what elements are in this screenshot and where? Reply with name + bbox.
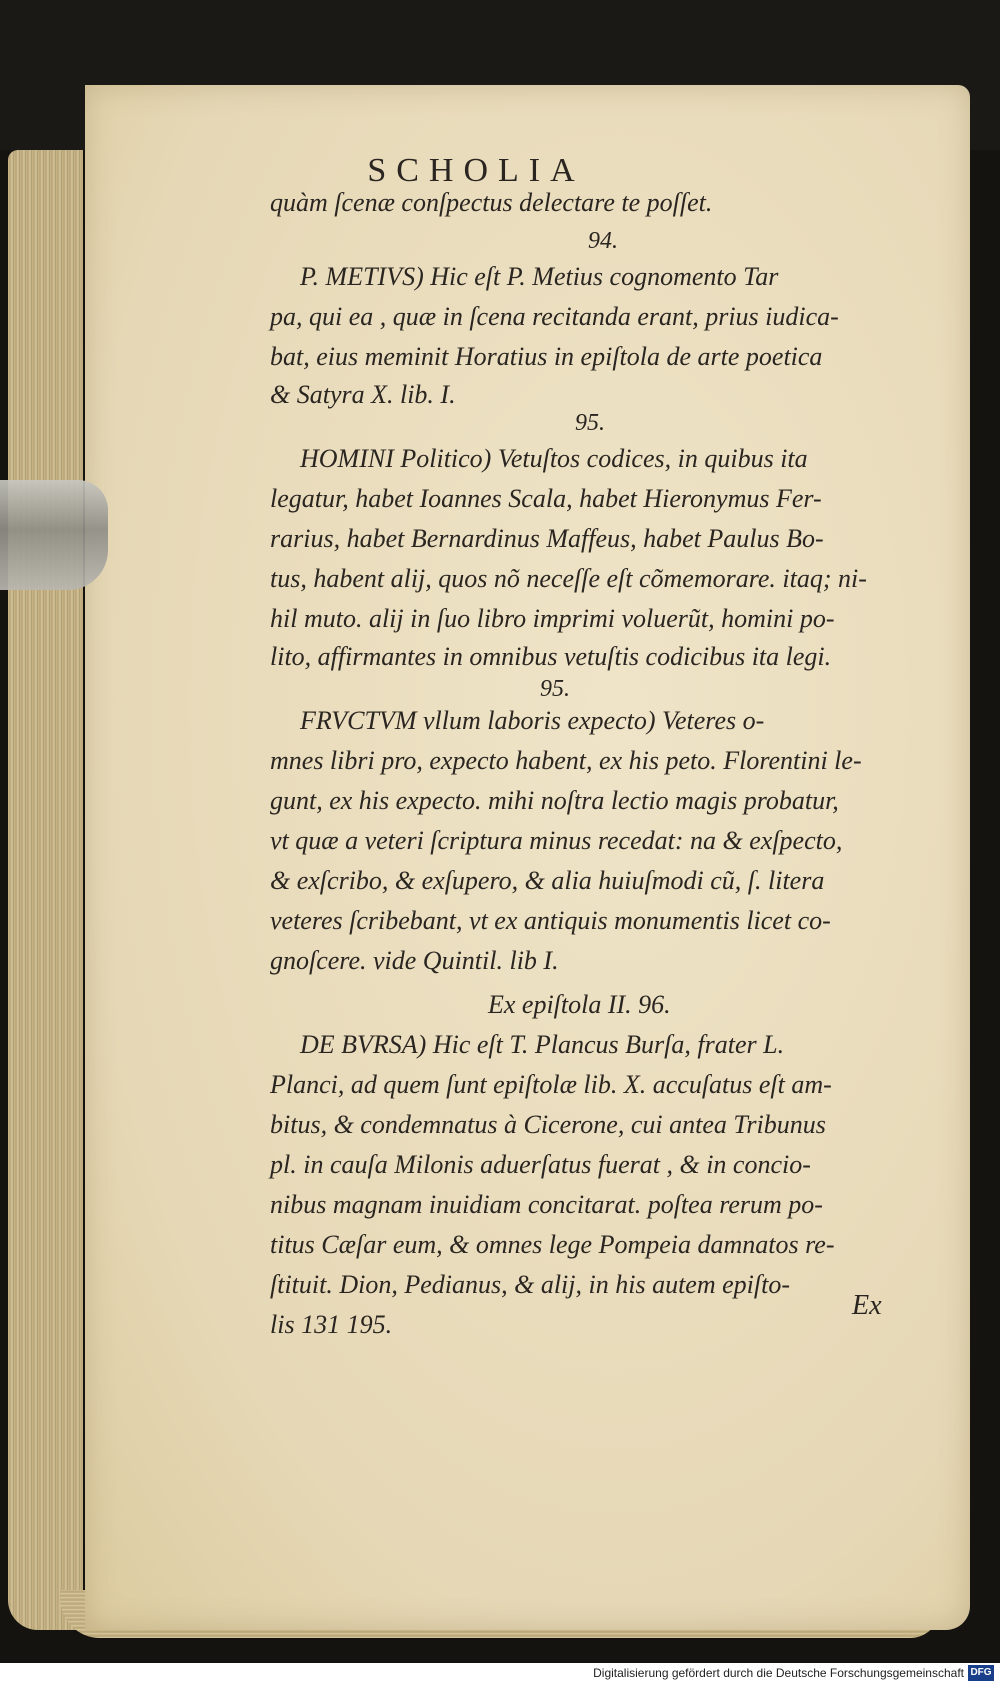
text-line: gunt, ex his expecto. mihi noſtra lectio magis probatur, xyxy=(270,786,839,815)
text-line: P. METIVS) Hic eſt P. Metius cognomento Tar xyxy=(300,262,779,291)
text-line: legatur, habet Ioannes Scala, habet Hieronymus Fer- xyxy=(270,484,822,513)
text-line: bat, eius meminit Horatius in epiſtola de arte poetica xyxy=(270,342,823,371)
text-line: hil muto. alij in ſuo libro imprimi voluerũt, homini po- xyxy=(270,604,835,633)
text-line: mnes libri pro, expecto habent, ex his peto. Florentini le- xyxy=(270,746,862,775)
text-line: DE BVRSA) Hic eſt T. Plancus Burſa, frater L. xyxy=(300,1030,785,1059)
page-clip xyxy=(0,480,108,590)
text-line: titus Cæſar eum, & omnes lege Pompeia damnatos re- xyxy=(270,1230,835,1259)
text-line: bitus, & condemnatus à Cicerone, cui antea Tribunus xyxy=(270,1110,826,1139)
text-line: HOMINI Politico) Vetuſtos codices, in quibus ita xyxy=(300,444,808,473)
text-line: lito, affirmantes in omnibus vetuſtis codicibus ita legi. xyxy=(270,642,832,671)
text-line: quàm ſcenæ conſpectus delectare te poſſet. xyxy=(270,188,713,217)
text-line: FRVCTVM vllum laboris expecto) Veteres o- xyxy=(300,706,765,735)
note-number: Ex epiſtola II. 96. xyxy=(488,990,671,1019)
text-line: veteres ſcribebant, vt ex antiquis monumentis licet co- xyxy=(270,906,831,935)
dfg-logo: DFG xyxy=(968,1665,994,1681)
text-line: lis 131 195. xyxy=(270,1310,393,1339)
running-head: SCHOLIA xyxy=(367,152,585,189)
text-line: & Satyra X. lib. I. xyxy=(270,380,456,409)
text-line: pa, qui ea , quæ in ſcena recitanda erant, prius iudica- xyxy=(270,302,839,331)
note-number: 95. xyxy=(575,410,605,436)
text-line: gnoſcere. vide Quintil. lib I. xyxy=(270,946,559,975)
text-line: tus, habent alij, quos nõ neceſſe eſt cõmemorare. itaq; ni- xyxy=(270,564,867,593)
note-number: 94. xyxy=(588,228,618,254)
text-line: Planci, ad quem ſunt epiſtolæ lib. X. accuſatus eſt am- xyxy=(270,1070,832,1099)
catchword: Ex xyxy=(852,1290,882,1321)
footer-credit: Digitalisierung gefördert durch die Deutsche Forschungsgemeinschaft xyxy=(593,1666,964,1680)
note-number: 95. xyxy=(540,676,570,702)
text-line: nibus magnam inuidiam concitarat. poſtea rerum po- xyxy=(270,1190,823,1219)
text-line: rarius, habet Bernardinus Maffeus, habet Paulus Bo- xyxy=(270,524,824,553)
text-line: & exſcribo, & exſupero, & alia huiuſmodi cũ, ſ. litera xyxy=(270,866,825,895)
book-fore-edge xyxy=(8,150,83,1630)
text-line: pl. in cauſa Milonis aduerſatus fuerat , & in concio- xyxy=(270,1150,811,1179)
text-line: vt quæ a veteri ſcriptura minus recedat: na & exſpecto, xyxy=(270,826,843,855)
text-line: ſtituit. Dion, Pedianus, & alij, in his autem epiſto- xyxy=(270,1270,790,1299)
